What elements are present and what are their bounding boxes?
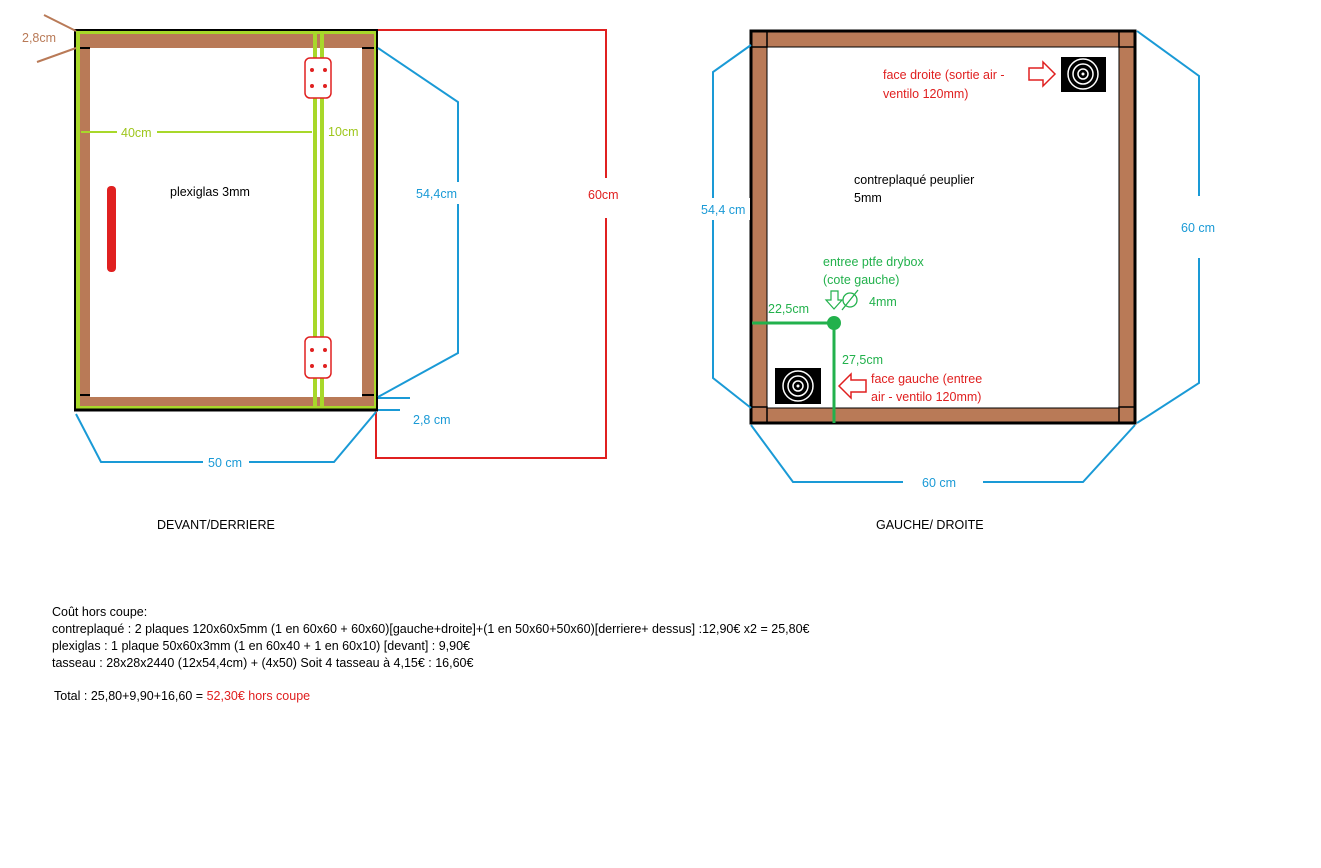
dim-side-outer-height <box>1137 31 1199 196</box>
dim-front-outer-height <box>376 218 606 458</box>
notes-heading: Coût hors coupe: <box>52 605 148 619</box>
dim-front-outer-height <box>378 30 606 178</box>
ptfe-entry-point <box>827 316 841 330</box>
dim-front-width-label: 50 cm <box>208 456 243 470</box>
notes-total <box>52 688 809 705</box>
side-caption: GAUCHE/ DROITE <box>876 518 984 532</box>
ptfe-label-line1: entree ptfe drybox <box>823 255 924 269</box>
diameter-icon <box>842 290 858 310</box>
hinge-top <box>305 58 331 98</box>
side-view <box>700 31 1215 532</box>
fan-left-label-line1: face gauche (entree <box>871 372 983 386</box>
thickness-arrow <box>37 48 76 62</box>
total-prefix: Total : 25,80+9,90+16,60 = <box>54 689 207 703</box>
ptfe-y-label: 27,5cm <box>842 353 883 367</box>
dim-side-inner-height <box>713 45 751 408</box>
ptfe-label-line2: (cote gauche) <box>823 273 900 287</box>
dim-40cm-label: 40cm <box>121 126 152 140</box>
dim-side-width-label: 60 cm <box>922 476 957 490</box>
side-wood-bottom <box>751 408 1135 423</box>
arrow-down-icon <box>826 291 842 309</box>
dim-10cm-label: 10cm <box>328 125 359 139</box>
dim-front-outer-height-label: 60cm <box>588 188 619 202</box>
fan-left-icon <box>775 368 821 404</box>
dim-side-inner-height-label: 54,4 cm <box>701 203 746 217</box>
fan-right-label-line2: ventilo 120mm) <box>883 87 969 101</box>
front-wood-right <box>362 34 376 409</box>
side-material-label-line1: contreplaqué peuplier <box>854 173 975 187</box>
total-value: 52,30€ hors coupe <box>206 689 311 703</box>
fan-left-label-line2: air - ventilo 120mm) <box>871 390 982 404</box>
arrow-right-icon <box>1029 62 1055 86</box>
cost-notes <box>52 604 809 705</box>
front-wood-top <box>76 34 376 48</box>
arrow-left-icon <box>839 374 866 398</box>
dim-side-outer-height-label: 60 cm <box>1181 221 1216 235</box>
hinge-bottom <box>305 337 331 378</box>
ptfe-x-label: 22,5cm <box>768 302 809 316</box>
fan-right-icon <box>1061 57 1106 92</box>
notes-line-plexiglas: plexiglas : 1 plaque 50x60x3mm (1 en 60x40 + 1 en 60x10) [devant] : 9,90€ <box>52 639 470 653</box>
side-wood-right <box>1119 31 1135 423</box>
front-view <box>22 15 619 532</box>
thickness-label: 2,8cm <box>22 31 57 45</box>
dim-side-width <box>983 425 1135 482</box>
fan-right-label-line1: face droite (sortie air - <box>883 68 1005 82</box>
side-wood-top <box>751 31 1135 47</box>
dim-side-width <box>751 425 903 482</box>
dim-front-inner-height-label: 54,4cm <box>416 187 457 201</box>
side-inner-outline <box>767 47 1119 408</box>
notes-line-batten: tasseau : 28x28x2440 (12x54,4cm) + (4x50) Soit 4 tasseau à 4,15€ : 16,60€ <box>52 656 474 670</box>
notes-line-plywood: contreplaqué : 2 plaques 120x60x5mm (1 en 60x60 + 60x60)[gauche+droite]+(1 en 50x60+50x60)[derriere+ dessus] :12,90€ x2 = 25,80€ <box>52 622 810 636</box>
side-wood-left <box>751 31 767 423</box>
dim-front-inner-height <box>378 48 458 397</box>
door-handle <box>107 186 116 272</box>
front-material-label: plexiglas 3mm <box>170 185 250 199</box>
front-caption: DEVANT/DERRIERE <box>157 518 275 532</box>
dim-side-outer-height <box>1137 258 1199 423</box>
thickness-arrow <box>44 15 76 31</box>
ptfe-diameter-label: 4mm <box>869 295 897 309</box>
side-material-label-line2: 5mm <box>854 191 882 205</box>
dim-thickness-bottom-label: 2,8 cm <box>413 413 451 427</box>
dim-front-width <box>76 412 376 462</box>
